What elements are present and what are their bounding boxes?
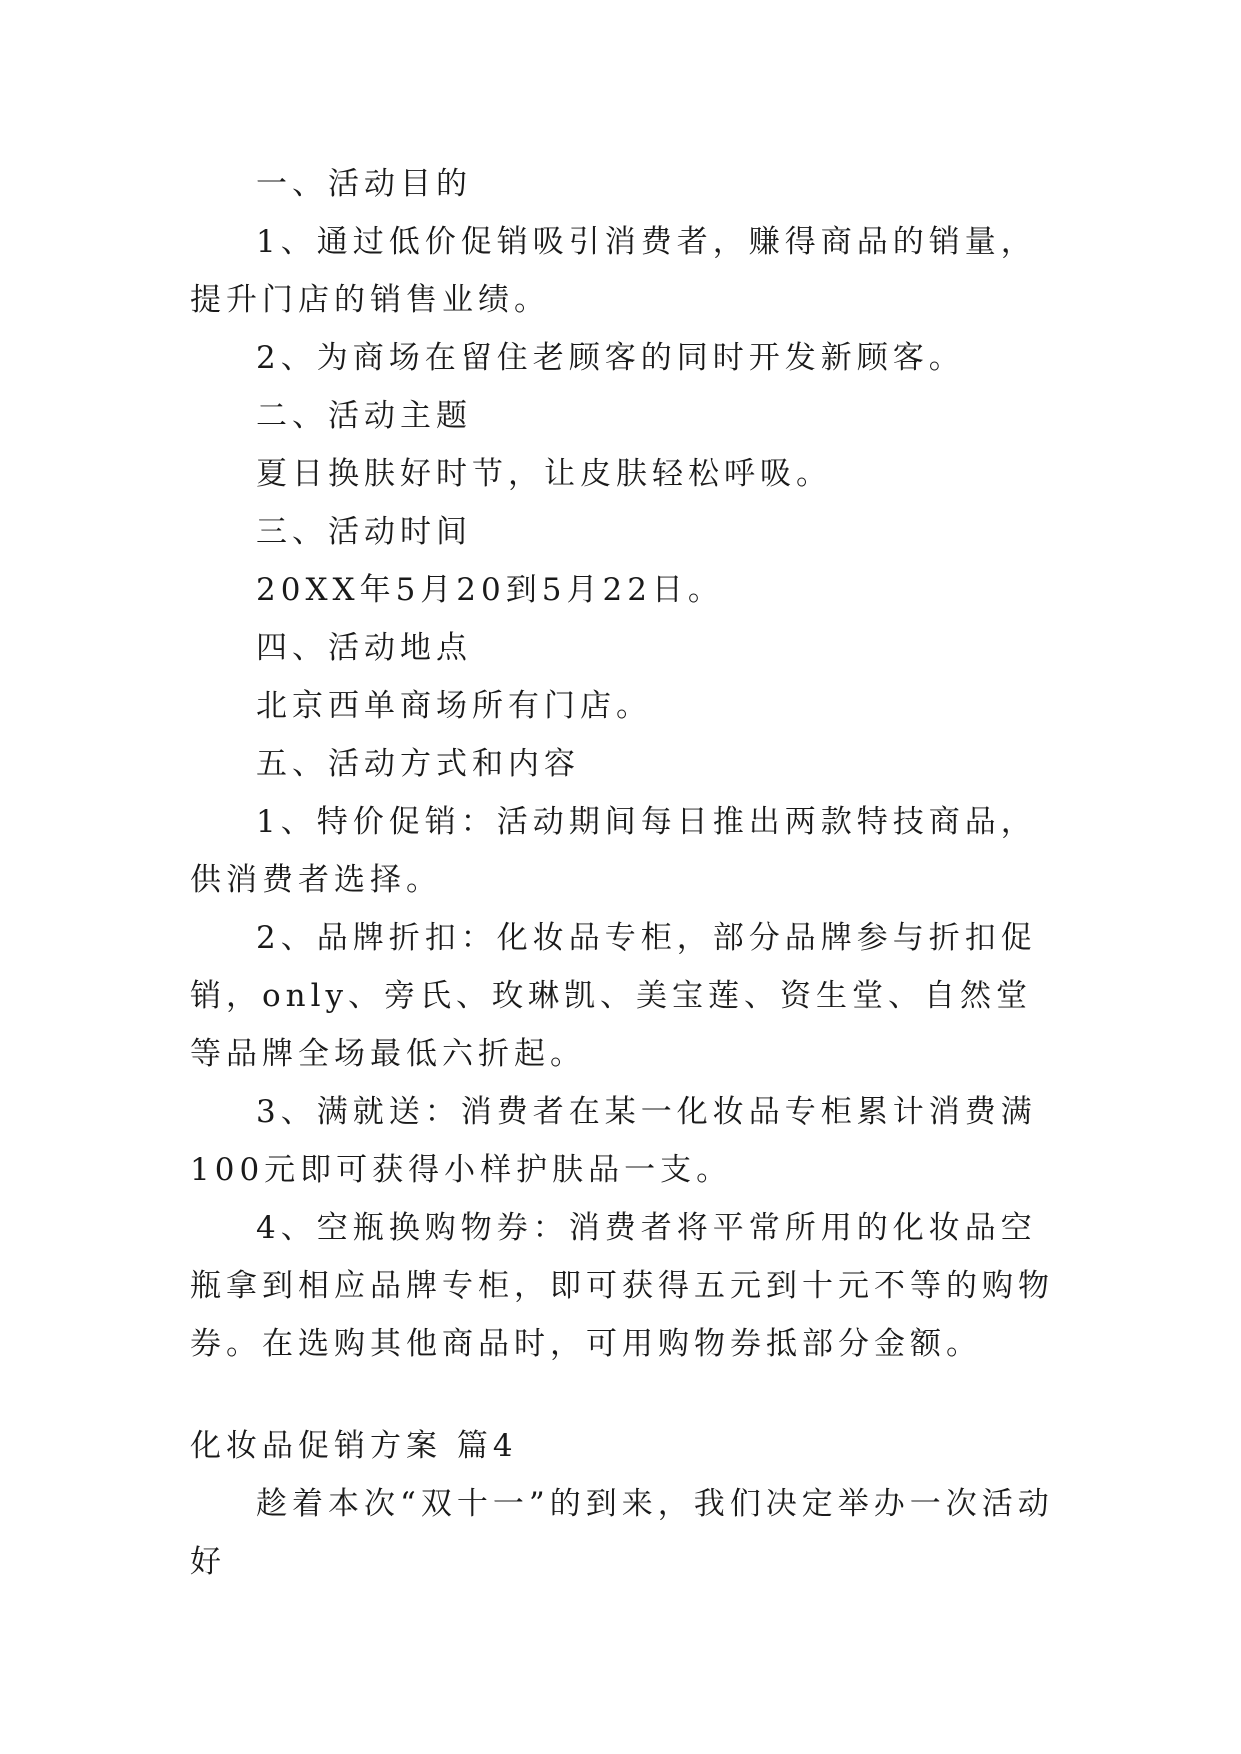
- paragraph-method-bottle-exchange: 4、空瓶换购物券：消费者将平常所用的化妆品空瓶拿到相应品牌专柜，即可获得五元到十元不等的购物券。在选购其他商品时，可用购物券抵部分金额。: [190, 1210, 1054, 1362]
- heading-activity-methods: 五、活动方式和内容: [256, 746, 580, 782]
- paragraph-method-special-price: 1、特价促销：活动期间每日推出两款特技商品，供消费者选择。: [190, 804, 1037, 898]
- paragraph-theme: 夏日换肤好时节，让皮肤轻松呼吸。: [256, 456, 832, 492]
- paragraph-closing: 趁着本次“双十一”的到来，我们决定举办一次活动好: [190, 1486, 1054, 1580]
- heading-activity-theme: 二、活动主题: [256, 398, 472, 434]
- paragraph-purpose-1: 1、通过低价促销吸引消费者，赚得商品的销量，提升门店的销售业绩。: [190, 224, 1037, 318]
- heading-activity-location: 四、活动地点: [256, 630, 472, 666]
- paragraph-location: 北京西单商场所有门店。: [256, 688, 652, 724]
- paragraph-purpose-2: 2、为商场在留住老顾客的同时开发新顾客。: [256, 340, 965, 376]
- document-body: [190, 155, 1060, 1591]
- section-spacer: [190, 1373, 1060, 1417]
- heading-activity-purpose: 一、活动目的: [256, 166, 472, 202]
- section-title: 化妆品促销方案 篇4: [190, 1428, 518, 1464]
- paragraph-method-brand-discount: 2、品牌折扣：化妆品专柜，部分品牌参与折扣促销，only、旁氏、玫琳凯、美宝莲、资生堂、自然堂等品牌全场最低六折起。: [190, 920, 1037, 1072]
- heading-activity-time: 三、活动时间: [256, 514, 472, 550]
- paragraph-time: 20XX年5月20到5月22日。: [256, 572, 724, 608]
- paragraph-method-gift: 3、满就送：消费者在某一化妆品专柜累计消费满100元即可获得小样护肤品一支。: [190, 1094, 1037, 1188]
